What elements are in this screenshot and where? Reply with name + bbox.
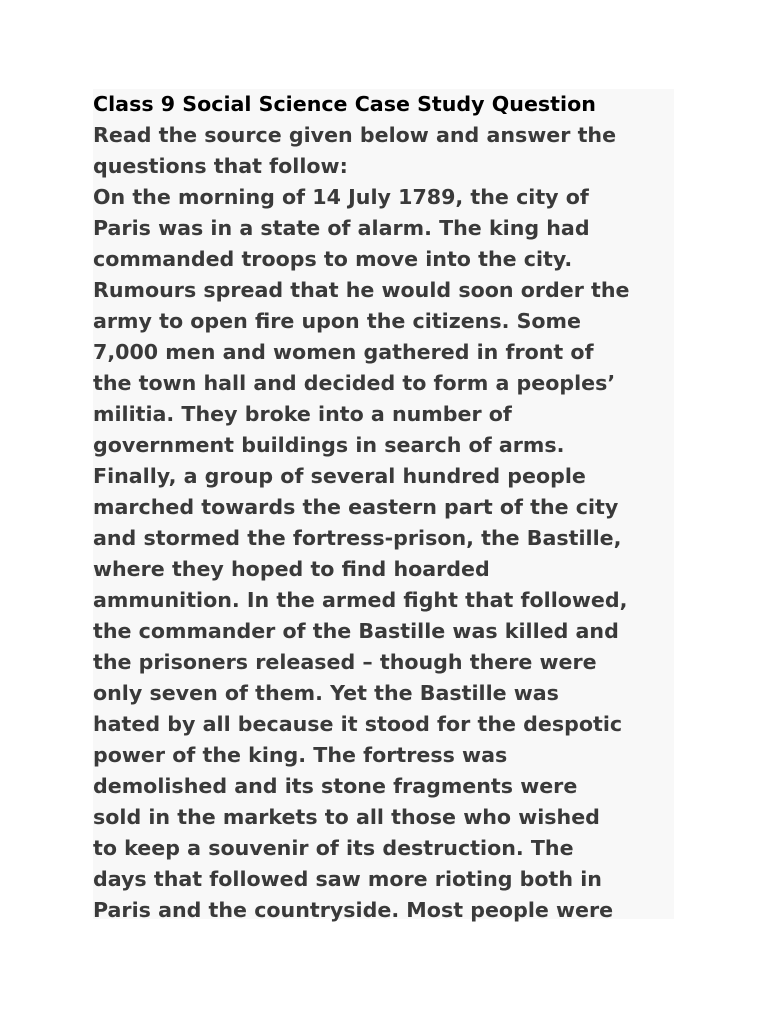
body-line: Rumours spread that he would soon order the xyxy=(93,278,630,302)
body-line: Read the source given below and answer the xyxy=(93,123,617,147)
body-line: demolished and its stone fragments were xyxy=(93,774,578,798)
body-line: Finally, a group of several hundred people xyxy=(93,464,586,488)
body-line: the prisoners released – though there were xyxy=(93,650,597,674)
body-line: On the morning of 14 July 1789, the city of xyxy=(93,185,589,209)
body-line: only seven of them. Yet the Bastille was xyxy=(93,681,559,705)
body-line: army to open fire upon the citizens. Some xyxy=(93,309,581,333)
body-line: commanded troops to move into the city. xyxy=(93,247,573,271)
body-line: Paris was in a state of alarm. The king had xyxy=(93,216,590,240)
body-line: and stormed the fortress-prison, the Bastille, xyxy=(93,526,622,550)
body-line: the town hall and decided to form a peoples’ xyxy=(93,371,616,395)
body-line: 7,000 men and women gathered in front of xyxy=(93,340,594,364)
body-line: sold in the markets to all those who wished xyxy=(93,805,600,829)
body-line: militia. They broke into a number of xyxy=(93,402,512,426)
body-line: power of the king. The fortress was xyxy=(93,743,508,767)
body-line: the commander of the Bastille was killed and xyxy=(93,619,619,643)
body-line: to keep a souvenir of its destruction. The xyxy=(93,836,574,860)
body-line: ammunition. In the armed fight that followed, xyxy=(93,588,628,612)
body-line: government buildings in search of arms. xyxy=(93,433,565,457)
body-line: where they hoped to find hoarded xyxy=(93,557,490,581)
body-line: marched towards the eastern part of the city xyxy=(93,495,619,519)
text-block xyxy=(93,89,674,922)
page-title: Class 9 Social Science Case Study Question xyxy=(93,92,596,116)
body-line: days that followed saw more rioting both in xyxy=(93,867,602,891)
body-line: Paris and the countryside. Most people were xyxy=(93,898,614,922)
body-line: hated by all because it stood for the despotic xyxy=(93,712,623,736)
body-line: questions that follow: xyxy=(93,154,348,178)
